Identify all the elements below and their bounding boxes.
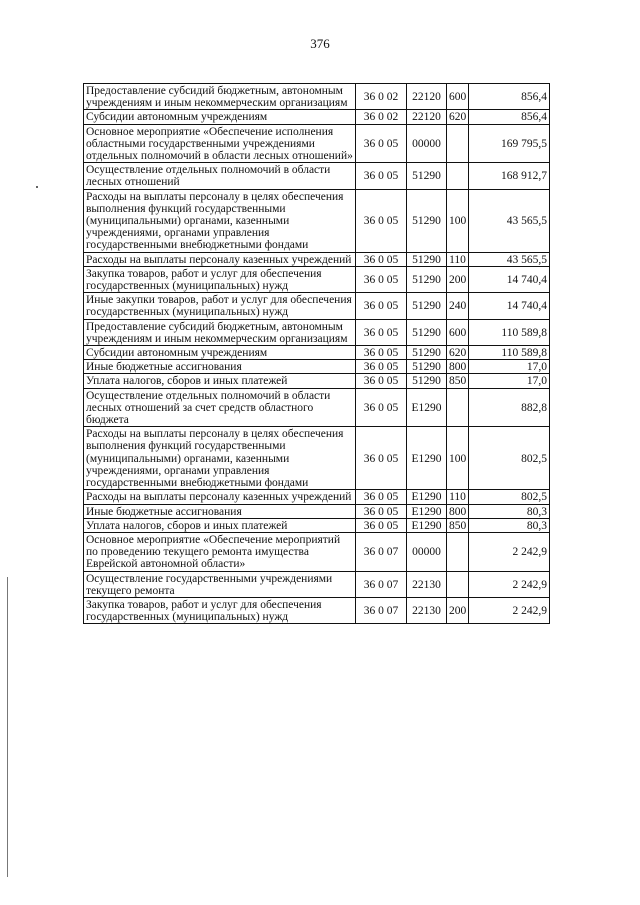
- cell-direction-code: 00000: [407, 124, 447, 163]
- cell-program-code: 36 0 05: [356, 427, 407, 490]
- cell-expense-type: 100: [447, 427, 469, 490]
- cell-program-code: 36 0 05: [356, 266, 407, 292]
- cell-name: Основное мероприятие «Обеспечение исполнения областными государственными учреждениями отдельных полномочий в области лесных отношений»: [84, 124, 356, 163]
- cell-direction-code: Е1290: [407, 504, 447, 518]
- cell-expense-type: 620: [447, 110, 469, 124]
- cell-expense-type: 600: [447, 84, 469, 110]
- cell-direction-code: 51290: [407, 189, 447, 252]
- cell-program-code: 36 0 05: [356, 518, 407, 532]
- cell-amount: 14 740,4: [469, 266, 550, 292]
- table-row: [84, 374, 550, 388]
- cell-name: Основное мероприятие «Обеспечение мероприятий по проведению текущего ремонта имущества Еврейской автономной области»: [84, 532, 356, 571]
- cell-name: Уплата налогов, сборов и иных платежей: [84, 518, 356, 532]
- cell-name: Субсидии автономным учреждениям: [84, 110, 356, 124]
- cell-expense-type: 200: [447, 266, 469, 292]
- cell-amount: 110 589,8: [469, 346, 550, 360]
- cell-name: Предоставление субсидий бюджетным, автономным учреждениям и иным некоммерческим организациям: [84, 319, 356, 345]
- cell-program-code: 36 0 05: [356, 360, 407, 374]
- cell-amount: 802,5: [469, 427, 550, 490]
- table-row: [84, 163, 550, 189]
- table-row: [84, 84, 550, 110]
- cell-name: Расходы на выплаты персоналу в целях обеспечения выполнения функций государственными (муниципальными) органами, казенными учреждениями, органами управления государственными внебюджетными фондами: [84, 427, 356, 490]
- cell-program-code: 36 0 05: [356, 252, 407, 266]
- cell-direction-code: Е1290: [407, 427, 447, 490]
- cell-amount: 2 242,9: [469, 571, 550, 597]
- cell-program-code: 36 0 05: [356, 346, 407, 360]
- cell-expense-type: [447, 124, 469, 163]
- cell-program-code: 36 0 05: [356, 319, 407, 345]
- table-row: [84, 110, 550, 124]
- table-row: [84, 532, 550, 571]
- cell-expense-type: 110: [447, 252, 469, 266]
- cell-program-code: 36 0 05: [356, 293, 407, 319]
- cell-expense-type: 800: [447, 360, 469, 374]
- cell-direction-code: 51290: [407, 346, 447, 360]
- cell-name: Расходы на выплаты персоналу в целях обеспечения выполнения функций государственными (муниципальными) органами, казенными учреждениями, органами управления государственными внебюджетными фондами: [84, 189, 356, 252]
- scan-margin-line: [7, 577, 8, 877]
- cell-direction-code: 51290: [407, 266, 447, 292]
- cell-amount: 43 565,5: [469, 189, 550, 252]
- table-row: [84, 490, 550, 504]
- cell-direction-code: 00000: [407, 532, 447, 571]
- cell-name: Иные закупки товаров, работ и услуг для обеспечения государственных (муниципальных) нужд: [84, 293, 356, 319]
- cell-name: Осуществление отдельных полномочий в области лесных отношений за счет средств областного бюджета: [84, 388, 356, 427]
- cell-amount: 856,4: [469, 84, 550, 110]
- table-row: [84, 518, 550, 532]
- cell-expense-type: 620: [447, 346, 469, 360]
- table-row: [84, 252, 550, 266]
- budget-table-body: [84, 84, 550, 624]
- table-row: [84, 346, 550, 360]
- table-row: [84, 360, 550, 374]
- cell-program-code: 36 0 05: [356, 388, 407, 427]
- cell-program-code: 36 0 05: [356, 189, 407, 252]
- table-row: [84, 266, 550, 292]
- cell-name: Иные бюджетные ассигнования: [84, 504, 356, 518]
- cell-name: Расходы на выплаты персоналу казенных учреждений: [84, 490, 356, 504]
- cell-direction-code: Е1290: [407, 518, 447, 532]
- cell-expense-type: 850: [447, 518, 469, 532]
- budget-table: [83, 83, 550, 624]
- cell-amount: 17,0: [469, 360, 550, 374]
- cell-expense-type: 240: [447, 293, 469, 319]
- table-row: [84, 597, 550, 623]
- cell-program-code: 36 0 07: [356, 597, 407, 623]
- cell-amount: 2 242,9: [469, 532, 550, 571]
- cell-amount: 802,5: [469, 490, 550, 504]
- cell-amount: 17,0: [469, 374, 550, 388]
- cell-program-code: 36 0 05: [356, 490, 407, 504]
- cell-program-code: 36 0 05: [356, 124, 407, 163]
- cell-program-code: 36 0 02: [356, 84, 407, 110]
- cell-amount: 168 912,7: [469, 163, 550, 189]
- cell-expense-type: 600: [447, 319, 469, 345]
- cell-expense-type: [447, 163, 469, 189]
- cell-direction-code: 51290: [407, 293, 447, 319]
- cell-expense-type: 100: [447, 189, 469, 252]
- cell-direction-code: 51290: [407, 374, 447, 388]
- cell-direction-code: 51290: [407, 360, 447, 374]
- cell-amount: 43 565,5: [469, 252, 550, 266]
- cell-amount: 80,3: [469, 518, 550, 532]
- cell-expense-type: 110: [447, 490, 469, 504]
- cell-expense-type: [447, 571, 469, 597]
- cell-program-code: 36 0 05: [356, 504, 407, 518]
- cell-expense-type: 200: [447, 597, 469, 623]
- cell-program-code: 36 0 02: [356, 110, 407, 124]
- table-row: [84, 504, 550, 518]
- cell-name: Закупка товаров, работ и услуг для обеспечения государственных (муниципальных) нужд: [84, 597, 356, 623]
- table-row: [84, 427, 550, 490]
- scan-speck: [36, 186, 38, 188]
- cell-direction-code: Е1290: [407, 490, 447, 504]
- cell-name: Субсидии автономным учреждениям: [84, 346, 356, 360]
- cell-direction-code: 51290: [407, 163, 447, 189]
- cell-expense-type: 850: [447, 374, 469, 388]
- cell-name: Уплата налогов, сборов и иных платежей: [84, 374, 356, 388]
- cell-direction-code: 51290: [407, 252, 447, 266]
- cell-program-code: 36 0 05: [356, 163, 407, 189]
- cell-direction-code: 51290: [407, 319, 447, 345]
- cell-amount: 882,8: [469, 388, 550, 427]
- cell-amount: 856,4: [469, 110, 550, 124]
- cell-name: Закупка товаров, работ и услуг для обеспечения государственных (муниципальных) нужд: [84, 266, 356, 292]
- table-row: [84, 319, 550, 345]
- table-row: [84, 189, 550, 252]
- table-row: [84, 571, 550, 597]
- cell-direction-code: 22120: [407, 84, 447, 110]
- cell-name: Осуществление государственными учреждениями текущего ремонта: [84, 571, 356, 597]
- cell-direction-code: Е1290: [407, 388, 447, 427]
- cell-direction-code: 22130: [407, 571, 447, 597]
- cell-amount: 80,3: [469, 504, 550, 518]
- table-row: [84, 388, 550, 427]
- cell-program-code: 36 0 05: [356, 374, 407, 388]
- cell-expense-type: [447, 532, 469, 571]
- cell-direction-code: 22120: [407, 110, 447, 124]
- cell-name: Расходы на выплаты персоналу казенных учреждений: [84, 252, 356, 266]
- cell-expense-type: 800: [447, 504, 469, 518]
- page-number: 376: [310, 36, 330, 51]
- cell-name: Иные бюджетные ассигнования: [84, 360, 356, 374]
- cell-name: Предоставление субсидий бюджетным, автономным учреждениям и иным некоммерческим организациям: [84, 84, 356, 110]
- table-row: [84, 124, 550, 163]
- table-row: [84, 293, 550, 319]
- cell-expense-type: [447, 388, 469, 427]
- cell-name: Осуществление отдельных полномочий в области лесных отношений: [84, 163, 356, 189]
- cell-amount: 2 242,9: [469, 597, 550, 623]
- cell-amount: 110 589,8: [469, 319, 550, 345]
- cell-amount: 169 795,5: [469, 124, 550, 163]
- cell-amount: 14 740,4: [469, 293, 550, 319]
- cell-direction-code: 22130: [407, 597, 447, 623]
- cell-program-code: 36 0 07: [356, 532, 407, 571]
- cell-program-code: 36 0 07: [356, 571, 407, 597]
